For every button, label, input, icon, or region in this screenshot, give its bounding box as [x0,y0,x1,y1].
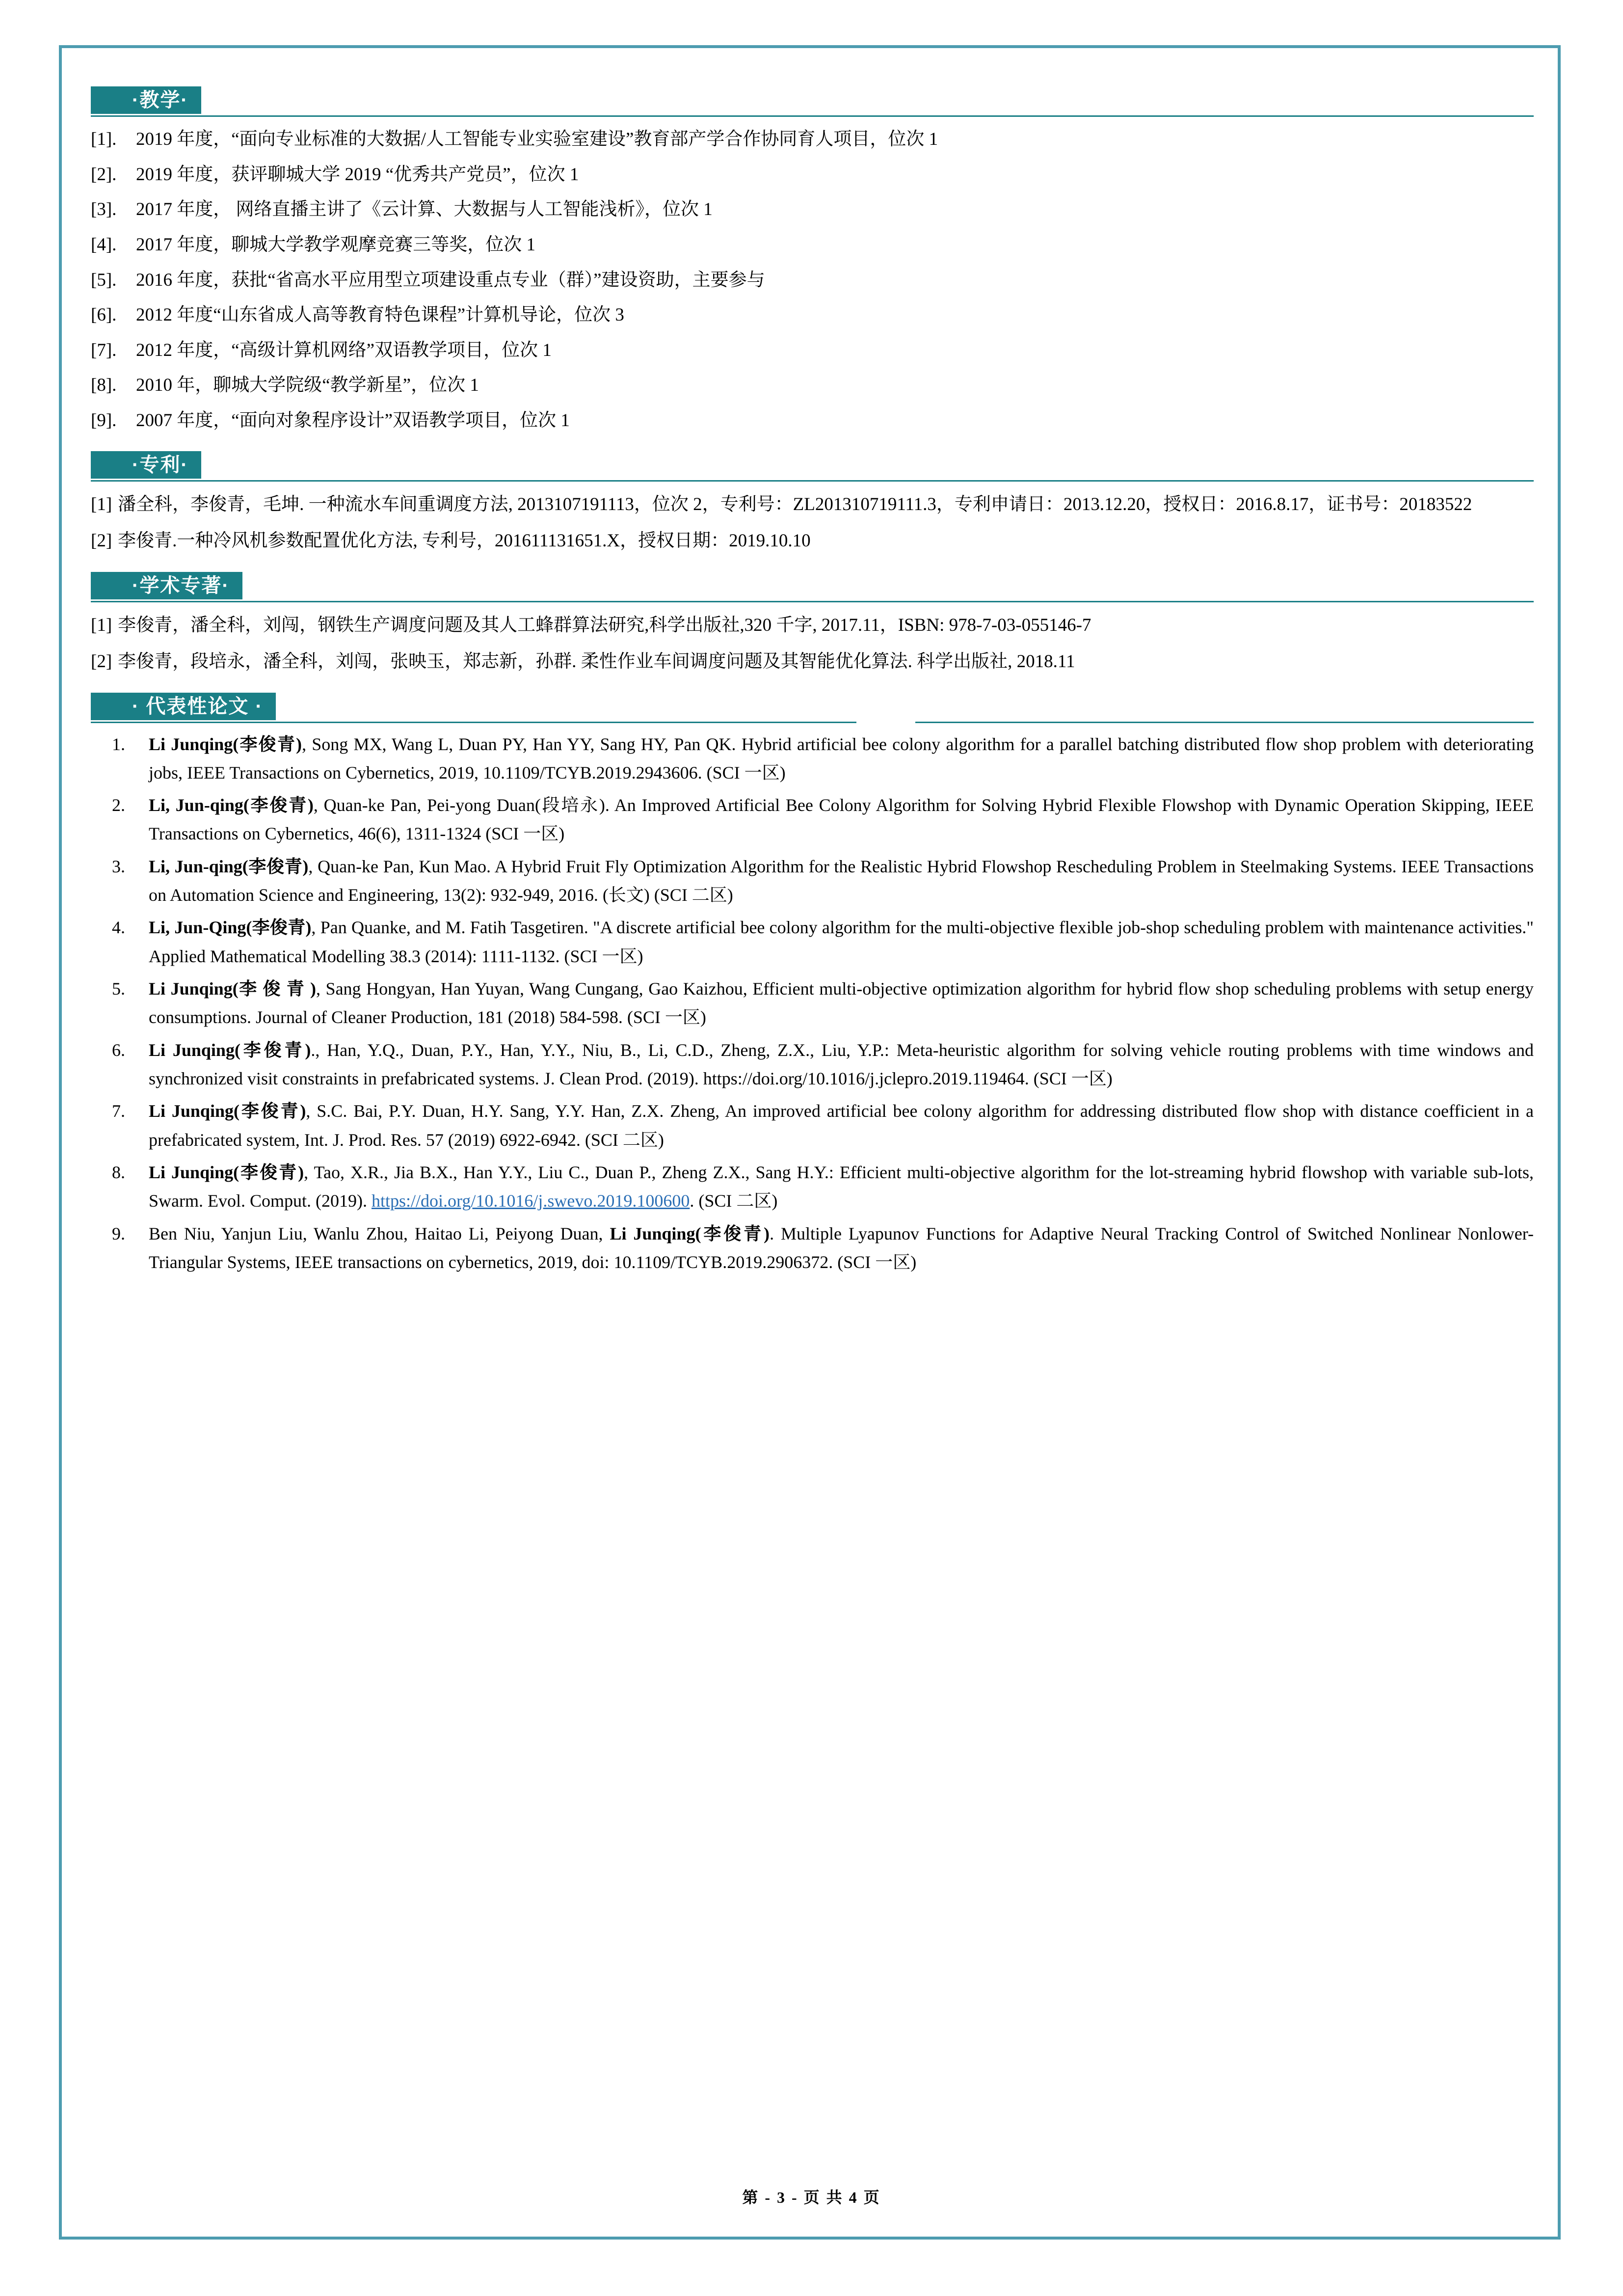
paper-entry-number: 4. [112,918,125,938]
paper-author-highlight: Li Junqing(李俊青) [149,1162,304,1182]
list-item [91,333,1534,368]
paper-author-highlight: Li Junqing(李俊青) [149,734,302,754]
paper-citation-text: , Quan-ke Pan, Kun Mao. A Hybrid Fruit Fly Optimization Algorithm for the Realistic Hybrid Flowshop Rescheduling Problem in Steelmaking Systems. IEEE Transactions on Automation Science and Engineering, 13(2): 932-949, 2016. (长文) (SCI 二区) [149,856,1534,905]
paper-entry-number: 6. [112,1040,125,1060]
list-item-text: 2010 年，聊城大学院级“教学新星”，位次 1 [136,375,479,396]
paper-entry-number: 3. [112,856,125,876]
paper-doi-link[interactable]: https://doi.org/10.1016/j.swevo.2019.100600 [371,1191,690,1211]
section-heading-teaching-label: ·教学· [91,86,201,114]
list-item [91,403,1534,438]
list-item-text: 2019 年度，获评聊城大学 2019 “优秀共产党员”，位次 1 [136,164,579,185]
list-item-text: 2019 年度，“面向专业标准的大数据/人工智能专业实验室建设”教育部产学合作协同育人项目，位次 1 [136,129,938,149]
paper-entry-citation [149,974,1534,1032]
list-item-text: 2017 年度，聊城大学教学观摩竞赛三等奖，位次 1 [136,234,535,255]
books-list [91,607,1534,680]
page-content [91,74,1534,1280]
paper-citation-text: , Sang Hongyan, Han Yuyan, Wang Cungang, Gao Kaizhou, Efficient multi-objective optimization algorithm for hybrid flow shop scheduling problems with setup energy consumptions. Journal of Cleaner Production, 181 (2018) 584-598. (SCI 一区) [149,979,1534,1027]
list-item-text: 李俊青，潘全科，刘闯，钢铁生产调度问题及其人工蜂群算法研究,科学出版社,320 千字, 2017.11，ISBN: 978-7-03-055146-7 [118,615,1091,635]
list-item-number: [5]. [91,270,117,290]
paper-citation-text: , Song MX, Wang L, Duan PY, Han YY, Sang HY, Pan QK. Hybrid artificial bee colony algorithm for a parallel batching distributed flow shop problem with deteriorating jobs, IEEE Transactions on Cybernetics, 2019, 10.1109/TCYB.2019.2943606. (SCI 一区) [149,734,1534,783]
list-item-number: [9]. [91,410,117,431]
list-item [91,192,1534,227]
paper-author-highlight: Li, Jun-Qing(李俊青) [149,918,312,938]
list-item-number: [8]. [91,375,117,396]
paper-entry [91,852,1534,910]
paper-entry-number: 5. [112,979,125,999]
paper-entry-citation [149,1219,1534,1277]
section-heading-papers-label: · 代表性论文 · [91,693,276,720]
paper-citation-text: Ben Niu, Yanjun Liu, Wanlu Zhou, Haitao Li, Peiyong Duan, [149,1223,610,1243]
list-item [91,122,1534,157]
paper-author-highlight: Li, Jun-qing(李俊青) [149,856,309,876]
paper-entry-citation [149,852,1534,910]
paper-entry-citation [149,1097,1534,1154]
paper-entry [91,730,1534,787]
list-item [91,644,1534,680]
list-item-number: [4]. [91,234,117,255]
list-item [91,263,1534,298]
paper-author-highlight: Li Junqing(李 俊 青 ) [149,979,316,999]
paper-citation-text: , Pan Quanke, and M. Fatih Tasgetiren. "A discrete artificial bee colony algorithm for the multi-objective flexible job-shop scheduling problem with maintenance activities." Applied Mathematical Modelling 38.3 (2014): 1111-1132. (SCI 一区) [149,918,1534,966]
paper-citation-text: . Multiple Lyapunov Functions for Adaptive Neural Tracking Control of Switched Nonlinear Nonlower-Triangular Systems, IEEE transactions on cybernetics, 2019, doi: 10.1109/TCYB.2019.2906372. (SCI 一区) [149,1223,1534,1272]
paper-entry [91,1219,1534,1277]
paper-author-highlight: Li Junqing(李俊青) [610,1223,770,1243]
list-item [91,523,1534,559]
list-item [91,297,1534,333]
section-heading-patents-label: ·专利· [91,451,201,479]
patents-list [91,486,1534,559]
list-item-tag: [2] [91,530,112,551]
list-item-tag: [1] [91,615,112,635]
list-item-tag: [1] [91,494,112,514]
paper-entry-citation [149,1036,1534,1093]
list-item-text: 潘全科，李俊青，毛坤. 一种流水车间重调度方法, 2013107191113，位次 2，专利号：ZL201310719111.3，专利申请日：2013.12.20，授权日：2016.8.17，证书号：20183522 [118,494,1472,514]
paper-entry-citation [149,1158,1534,1216]
list-item-text: 2016 年度，获批“省高水平应用型立项建设重点专业（群）”建设资助，主要参与 [136,270,765,290]
paper-citation-text: , Tao, X.R., Jia B.X., Han Y.Y., Liu C., Duan P., Zheng Z.X., Sang H.Y.: Efficient multi-objective algorithm for the lot-streaming hybrid flowshop with variable sub-lots, Swarm. Evol. Comput. (2019). [149,1162,1534,1211]
paper-citation-text: , Quan-ke Pan, Pei-yong Duan(段培永). An Improved Artificial Bee Colony Algorithm for Solving Hybrid Flexible Flowshop with Dynamic Operation Skipping, IEEE Transactions on Cybernetics, 46(6), 1311-1324 (SCI 一区) [149,795,1534,844]
paper-entry-number: 8. [112,1162,125,1182]
list-item-text: 2017 年度， 网络直播主讲了《云计算、大数据与人工智能浅析》，位次 1 [136,199,713,220]
paper-entry-number: 2. [112,795,125,815]
list-item-text: 李俊青.一种冷风机参数配置优化方法, 专利号，201611131651.X，授权日期：2019.10.10 [118,530,811,551]
section-heading-books [91,570,1534,602]
section-heading-papers [91,691,1534,723]
paper-entry [91,913,1534,971]
section-heading-books-label: ·学术专著· [91,572,242,599]
list-item [91,368,1534,403]
papers-list [91,730,1534,1277]
list-item [91,157,1534,192]
section-heading-teaching-rule [91,115,1534,117]
list-item-tag: [2] [91,651,112,672]
paper-author-highlight: Li Junqing(李俊青) [149,1040,311,1060]
paper-entry [91,1097,1534,1154]
paper-entry-citation [149,791,1534,848]
page-footer: 第 - 3 - 页 共 4 页 [742,2188,881,2206]
paper-citation-text: ., Han, Y.Q., Duan, P.Y., Han, Y.Y., Niu, B., Li, C.D., Zheng, Z.X., Liu, Y.P.: Meta-heuristic algorithm for solving vehicle routing problems with time windows and synchronized visit constraints in prefabricated systems. J. Clean Prod. (2019). https://doi.org/10.1016/j.jclepro.2019.119464. (SCI 一区) [149,1040,1534,1088]
section-heading-papers-rule [91,722,1534,723]
paper-citation-text: , S.C. Bai, P.Y. Duan, H.Y. Sang, Y.Y. Han, Z.X. Zheng, An improved artificial bee colony algorithm for addressing distributed flow shop with distance coefficient in a prefabricated system, Int. J. Prod. Res. 57 (2019) 6922-6942. (SCI 二区) [149,1101,1534,1150]
paper-entry [91,974,1534,1032]
list-item-text: 2012 年度“山东省成人高等教育特色课程”计算机导论，位次 3 [136,305,624,325]
paper-entry-number: 9. [112,1223,125,1243]
paper-entry [91,1158,1534,1216]
list-item-number: [2]. [91,164,117,185]
list-item-text: 李俊青，段培永，潘全科，刘闯，张映玉，郑志新，孙群. 柔性作业车间调度问题及其智能优化算法. 科学出版社, 2018.11 [118,651,1075,672]
section-heading-teaching [91,84,1534,117]
list-item [91,227,1534,263]
paper-entry-citation [149,730,1534,787]
paper-author-highlight: Li, Jun-qing(李俊青) [149,795,314,815]
teaching-list [91,122,1534,438]
paper-entry-number: 1. [112,734,125,754]
paper-entry [91,791,1534,848]
list-item [91,607,1534,644]
paper-entry-number: 7. [112,1101,125,1121]
list-item-text: 2012 年度，“高级计算机网络”双语教学项目，位次 1 [136,340,552,360]
list-item-number: [6]. [91,305,117,325]
section-heading-patents [91,449,1534,482]
list-item [91,486,1534,523]
paper-citation-text: . (SCI 二区) [690,1191,778,1211]
section-heading-patents-rule [91,480,1534,482]
list-item-text: 2007 年度，“面向对象程序设计”双语教学项目，位次 1 [136,410,570,431]
list-item-number: [7]. [91,340,117,360]
list-item-number: [1]. [91,129,117,149]
paper-entry-citation [149,913,1534,971]
section-heading-books-rule [91,601,1534,602]
list-item-number: [3]. [91,199,117,220]
paper-author-highlight: Li Junqing(李俊青) [149,1101,306,1121]
paper-entry [91,1036,1534,1093]
